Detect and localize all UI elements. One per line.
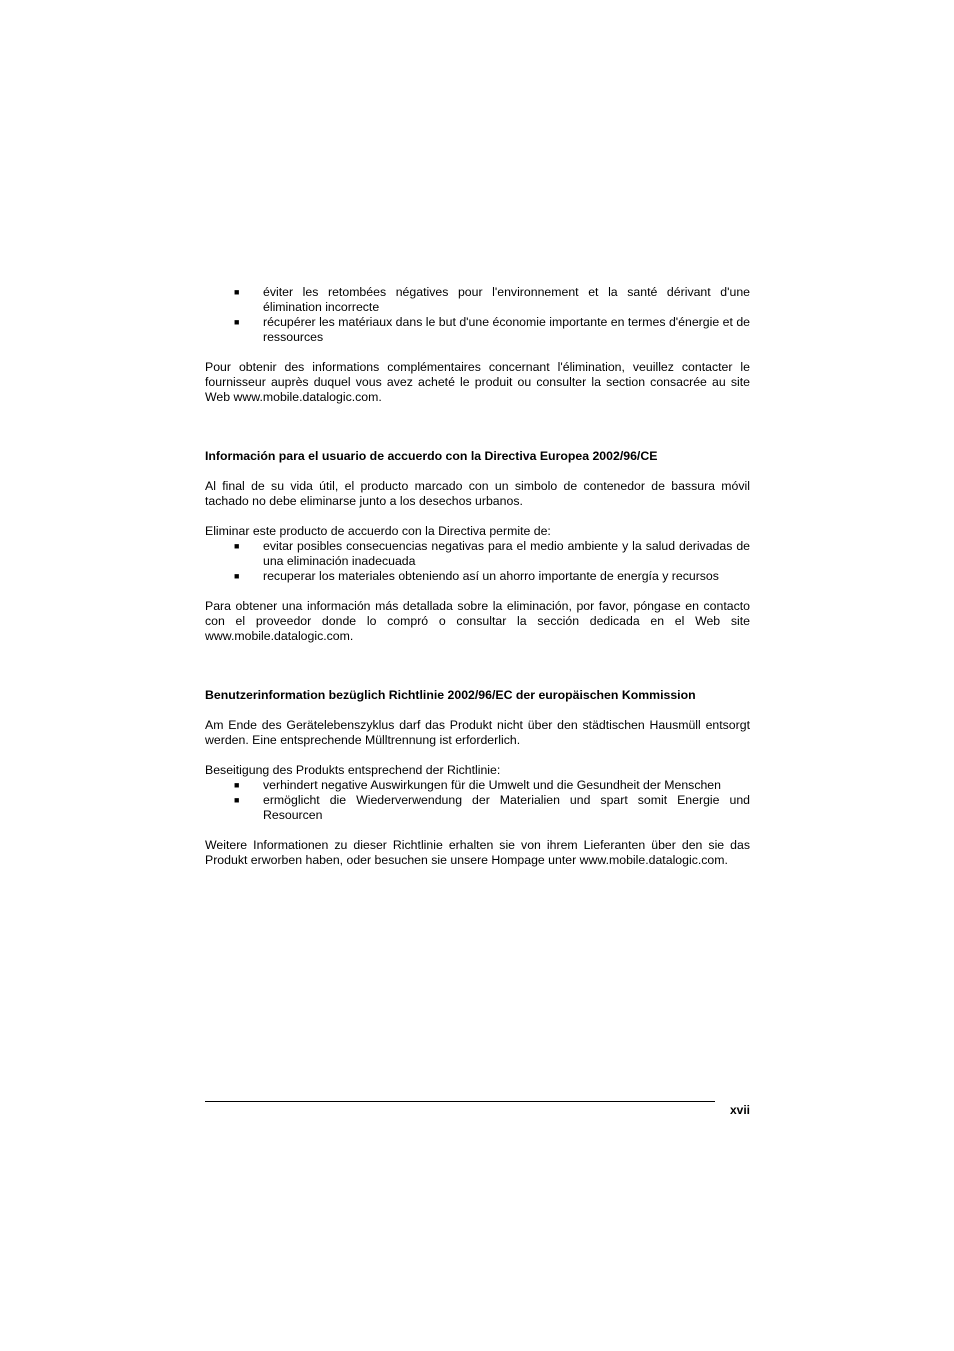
bullet-text: evitar posibles consecuencias negativas para el medio ambiente y la salud derivadas de una eliminación inadecuada — [263, 539, 750, 568]
de-intro-paragraph: Am Ende des Gerätelebenszyklus darf das Produkt nicht über den städtischen Hausmüll entsorgt werden. Eine entsprechende Mülltrennung ist erforderlich. — [205, 718, 750, 747]
list-item — [205, 778, 750, 793]
list-item — [205, 285, 750, 315]
bullet-text: verhindert negative Auswirkungen für die Umwelt und die Gesundheit der Menschen — [263, 778, 721, 792]
de-lead-paragraph: Beseitigung des Produkts entsprechend der Richtlinie: — [205, 763, 501, 777]
bullet-text: éviter les retombées négatives pour l'environnement et la santé dérivant d'une élimination incorrecte — [263, 285, 750, 314]
bullet-square-icon: ■ — [234, 795, 240, 805]
de-section-heading: Benutzerinformation bezüglich Richtlinie 2002/96/EC der europäischen Kommission — [205, 688, 696, 702]
list-item — [205, 793, 750, 823]
bullet-text: ermöglicht die Wiederverwendung der Materialien und spart somit Energie und Resourcen — [263, 793, 750, 822]
fr-bullet-list — [205, 285, 750, 345]
list-item — [205, 539, 750, 569]
bullet-square-icon: ■ — [234, 541, 240, 551]
es-closing-paragraph: Para obtener una información más detallada sobre la eliminación, por favor, póngase en contacto con el proveedor donde lo compró o consultar la sección dedicada en el Web site www.mobile.datalogic.com. — [205, 599, 750, 643]
bullet-text: recuperar los materiales obteniendo así un ahorro importante de energía y recursos — [263, 569, 719, 583]
de-bullet-list — [205, 778, 750, 823]
bullet-square-icon: ■ — [234, 317, 240, 327]
es-lead-paragraph: Eliminar este producto de accuerdo con la Directiva permite de: — [205, 524, 551, 538]
bullet-square-icon: ■ — [234, 780, 240, 790]
bullet-square-icon: ■ — [234, 287, 240, 297]
document-body — [205, 285, 750, 868]
bullet-text: récupérer les matériaux dans le but d'une économie importante en termes d'énergie et de ressources — [263, 315, 750, 344]
list-item — [205, 569, 750, 584]
bullet-square-icon: ■ — [234, 571, 240, 581]
footer-divider — [205, 1101, 715, 1102]
list-item — [205, 315, 750, 345]
es-section-heading: Información para el usuario de accuerdo con la Directiva Europea 2002/96/CE — [205, 449, 658, 463]
es-intro-paragraph: Al final de su vida útil, el producto marcado con un simbolo de contenedor de bassura móvil tachado no debe eliminarse junto a los desechos urbanos. — [205, 479, 750, 508]
fr-closing-paragraph: Pour obtenir des informations complémentaires concernant l'élimination, veuillez contacter le fournisseur auprès duquel vous avez acheté le produit ou consulter la section consacrée au site Web www.mobile.datalogic.com. — [205, 360, 750, 404]
page-number: xvii — [729, 1103, 750, 1117]
es-bullet-list — [205, 539, 750, 584]
de-closing-paragraph: Weitere Informationen zu dieser Richtlinie erhalten sie von ihrem Lieferanten über den sie das Produkt erworben haben, oder besuchen sie unsere Hompage unter www.mobile.datalogic.com. — [205, 838, 750, 867]
